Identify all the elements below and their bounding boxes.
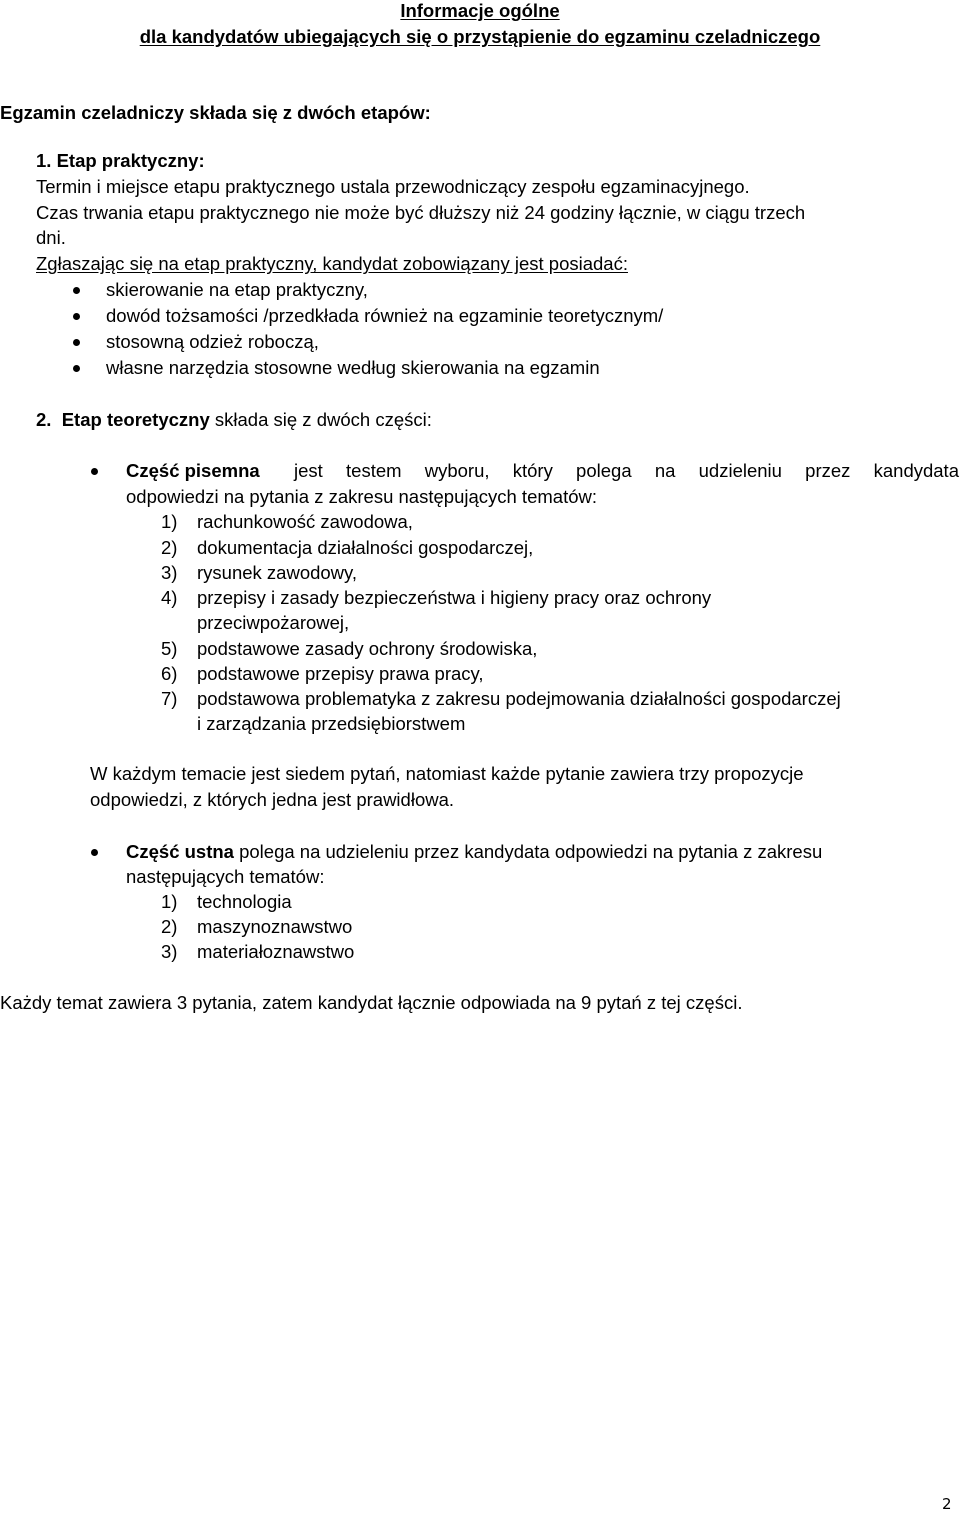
topic-number: 5) — [161, 638, 178, 659]
bullet-icon — [73, 313, 80, 320]
oral-line-2: następujących tematów: — [126, 866, 325, 887]
topic-number: 2) — [161, 916, 178, 937]
written-line-1-rest: jest testem wyboru, który polega na udzieleniu przez kandydata — [294, 460, 959, 481]
written-label: Część pisemna — [126, 460, 260, 481]
theory-heading — [36, 411, 432, 430]
topic-text: rachunkowość zawodowa, — [197, 511, 413, 532]
written-line-1 — [126, 462, 959, 481]
topic-text-continued: i zarządzania przedsiębiorstwem — [197, 713, 466, 734]
requirement-item: dowód tożsamości /przedkłada również na egzaminie teoretycznym/ — [106, 305, 664, 326]
topic-number: 6) — [161, 663, 178, 684]
page-subtitle: dla kandydatów ubiegających się o przystąpienie do egzaminu czeladniczego — [139, 26, 821, 47]
written-note-line-2: odpowiedzi, z których jedna jest prawidłowa. — [90, 789, 455, 810]
oral-line-1-rest: polega na udzieleniu przez kandydata odpowiedzi na pytania z zakresu — [239, 841, 823, 862]
intro-text: Egzamin czeladniczy składa się z dwóch etapów: — [0, 102, 431, 123]
topic-number: 4) — [161, 587, 178, 608]
written-line-2: odpowiedzi na pytania z zakresu następujących tematów: — [126, 486, 597, 507]
page-number: 2 — [942, 1495, 952, 1513]
topic-number: 3) — [161, 562, 178, 583]
bullet-icon — [91, 468, 98, 475]
requirement-item: skierowanie na etap praktyczny, — [106, 279, 368, 300]
practical-line-3: dni. — [36, 227, 66, 248]
practical-heading: 1. Etap praktyczny: — [36, 150, 205, 171]
oral-label: Część ustna — [126, 841, 234, 862]
summary-text: Każdy temat zawiera 3 pytania, zatem kandydat łącznie odpowiada na 9 pytań z tej części. — [0, 992, 743, 1013]
practical-line-1: Termin i miejsce etapu praktycznego ustala przewodniczący zespołu egzaminacyjnego. — [36, 176, 750, 197]
topic-text: podstawowa problematyka z zakresu podejmowania działalności gospodarczej — [197, 688, 841, 709]
practical-line-2: Czas trwania etapu praktycznego nie może być dłuższy niż 24 godziny łącznie, w ciągu trzech — [36, 202, 806, 223]
topic-number: 7) — [161, 688, 178, 709]
topic-number: 3) — [161, 941, 178, 962]
bullet-icon — [73, 287, 80, 294]
requirement-item: własne narzędzia stosowne według skierowania na egzamin — [106, 357, 600, 378]
topic-text: dokumentacja działalności gospodarczej, — [197, 537, 534, 558]
topic-text-continued: przeciwpożarowej, — [197, 612, 350, 633]
page-title: Informacje ogólne — [400, 0, 560, 21]
theory-heading-rest: składa się z dwóch części: — [214, 409, 432, 430]
oral-line-1 — [126, 843, 822, 862]
topic-number: 2) — [161, 537, 178, 558]
topic-text: podstawowe przepisy prawa pracy, — [197, 663, 484, 684]
bullet-icon — [73, 365, 80, 372]
topic-text: podstawowe zasady ochrony środowiska, — [197, 638, 538, 659]
topic-number: 1) — [161, 511, 178, 532]
theory-heading-title: Etap teoretyczny — [61, 409, 210, 430]
topic-text: materiałoznawstwo — [197, 941, 355, 962]
topic-text: rysunek zawodowy, — [197, 562, 358, 583]
requirements-intro: Zgłaszając się na etap praktyczny, kandydat zobowiązany jest posiadać: — [36, 253, 628, 274]
topic-text: technologia — [197, 891, 292, 912]
topic-text: maszynoznawstwo — [197, 916, 353, 937]
bullet-icon — [73, 339, 80, 346]
requirement-item: stosowną odzież roboczą, — [106, 331, 319, 352]
written-note-line-1: W każdym temacie jest siedem pytań, natomiast każde pytanie zawiera trzy propozycje — [90, 763, 804, 784]
bullet-icon — [91, 849, 98, 856]
theory-heading-number: 2. — [36, 409, 52, 430]
topic-text: przepisy i zasady bezpieczeństwa i higieny pracy oraz ochrony — [197, 587, 712, 608]
topic-number: 1) — [161, 891, 178, 912]
